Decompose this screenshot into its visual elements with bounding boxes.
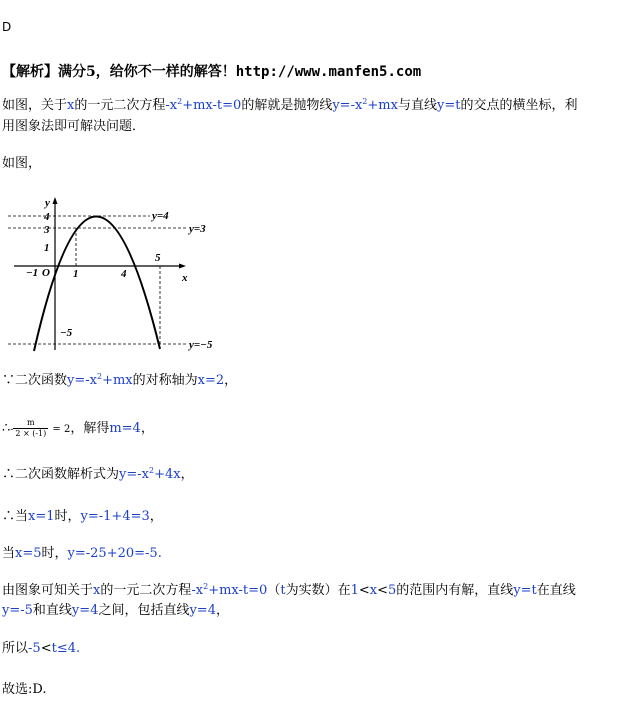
x-axis-label: x	[182, 272, 188, 284]
header-bracket-title: 【解析】	[2, 64, 58, 80]
intro-text: 的交点的横坐标，利	[460, 98, 578, 113]
tick-label-x5: 5	[155, 252, 161, 264]
tick-label-x4: 4	[121, 268, 127, 280]
header-url: http://www.manfen5.com	[235, 64, 422, 80]
step-3: ∴二次函数解析式为$y=-x^2+4x$，	[2, 466, 194, 482]
intro-var-x: x	[67, 98, 75, 113]
intro-line-1	[2, 97, 577, 115]
y-axis-arrow	[53, 197, 58, 204]
step-1: ∵二次函数$y=-x^2+mx$的对称轴为x=2，	[2, 372, 238, 388]
step-2: ∴- $\frac{m}{2 \times (-1)}$ = 2，解得m=4，	[2, 418, 154, 438]
step-2-result: m=4	[109, 421, 141, 436]
intro-text: 的一元二次方程	[74, 98, 166, 113]
step-5: 当x=5时，y=-25+20=-5.	[2, 546, 162, 561]
step-7: y=-5和直线y=4之间，包括直线y=4，	[2, 603, 229, 618]
tick-label-xm1: −1	[26, 267, 39, 279]
intro-parabola: $y=-x^2+mx$	[332, 97, 398, 113]
tick-label-ym5: −5	[60, 327, 73, 339]
line-label-y3: y=3	[189, 223, 206, 235]
tick-label-x1: 1	[73, 268, 79, 280]
tick-label-y3: 3	[44, 224, 50, 236]
parabola-graph	[0, 188, 240, 358]
x-axis-arrow	[179, 264, 186, 269]
step-6: 由图象可知关于x的一元二次方程$-x^2+mx-t=0(t$为实数）在1<x<5的范围内有解，直线y=t在直线	[2, 582, 576, 598]
tick-label-y1: 1	[44, 242, 50, 254]
line-label-y4: y=4	[152, 210, 169, 222]
intro-line-2: 用图象法即可解决问题．	[2, 119, 146, 134]
intro-text: 的解就是抛物线	[241, 98, 333, 113]
answer-letter: D	[2, 20, 12, 34]
rutu-text: 如图，	[2, 156, 42, 171]
line-label-ym5: y=−5	[189, 339, 213, 351]
step-1-axis: x=2	[197, 373, 225, 388]
tick-label-y4: 4	[44, 211, 50, 223]
parabola-curve	[34, 216, 160, 351]
step-8: 所以-5<t≤4.	[2, 641, 81, 656]
step-9: 故选:D.	[2, 682, 47, 697]
y-axis-label: y	[45, 197, 50, 209]
solution-header	[2, 63, 421, 81]
step-1-function: $y=-x^2+mx$	[67, 372, 133, 388]
step-3-function: $y=-x^2+4x$	[119, 466, 181, 482]
header-promo: 满分5，给你不一样的解答！	[58, 64, 236, 80]
intro-text: 与直线	[397, 98, 437, 113]
step-4: ∴当x=1时，y=-1+4=3，	[2, 509, 163, 524]
origin-label: O	[42, 267, 50, 279]
intro-text: 如图，关于	[2, 98, 68, 113]
intro-equation: $-x^2+mx-t=0$	[165, 97, 242, 113]
intro-line-eq: y=t	[436, 98, 461, 113]
step-2-fraction: $\frac{m}{2 \times (-1)}$	[15, 418, 47, 438]
